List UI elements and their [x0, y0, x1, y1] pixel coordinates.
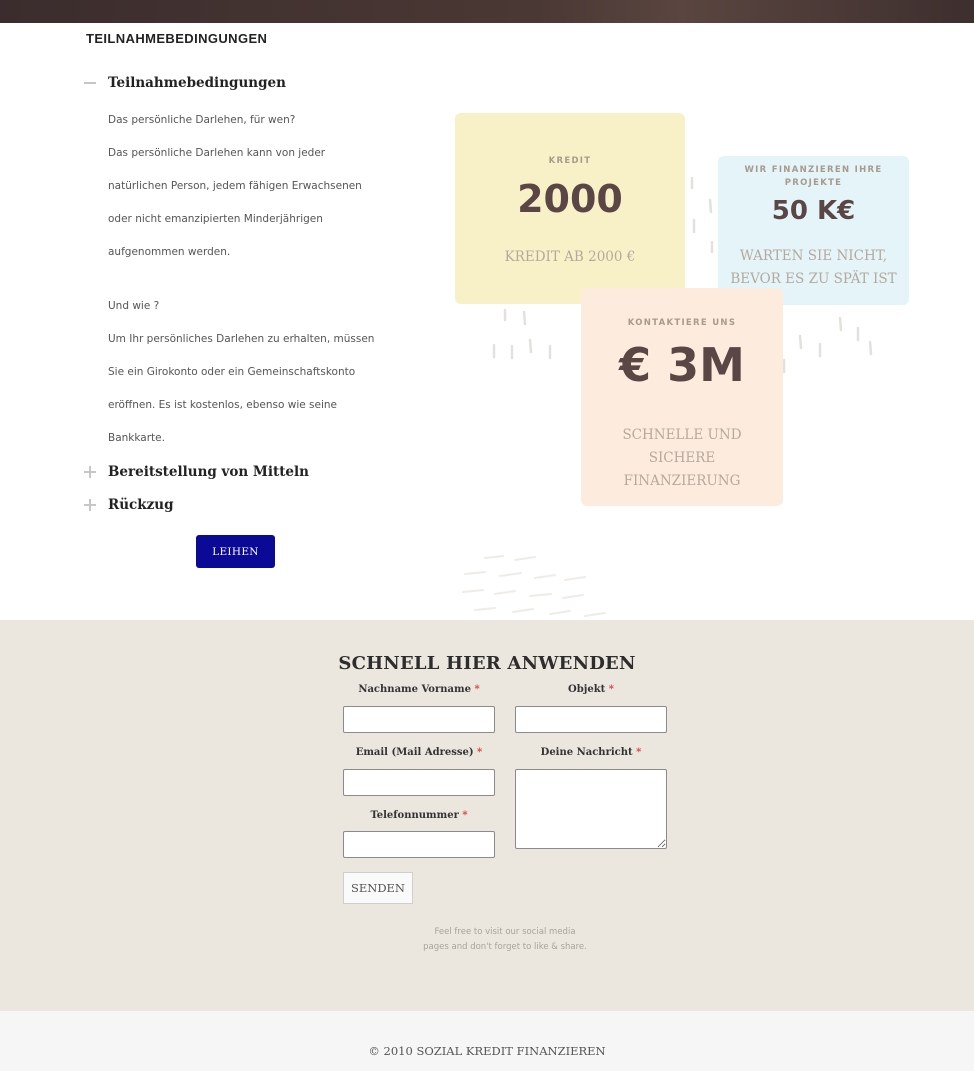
accordion-label: Rückzug: [108, 497, 174, 513]
answer-line: eröffnen. Es ist kostenlos, ebenso wie seine: [108, 399, 337, 411]
nachricht-label: Deine Nachricht *: [540, 747, 642, 758]
email-label: Email (Mail Adresse) *: [355, 747, 483, 758]
section-title: TEILNAHMEBEDINGUNGEN: [86, 31, 268, 46]
header-image-strip: [0, 0, 974, 23]
telefon-label: Telefonnummer *: [370, 810, 468, 821]
answer-line: aufgenommen werden.: [108, 246, 231, 258]
senden-button[interactable]: SENDEN: [343, 872, 413, 904]
card-kontakt: [581, 288, 783, 506]
card-text: KREDIT AB 2000 €: [504, 249, 636, 265]
accordion-label: Teilnahmebedingungen: [108, 75, 286, 91]
answer-line: oder nicht emanzipierten Minderjährigen: [108, 213, 323, 225]
accordion-content: [108, 104, 398, 455]
objekt-label: Objekt *: [568, 684, 614, 695]
answer-line: Sie ein Girokonto oder ein Gemeinschaftskonto: [108, 366, 356, 378]
social-note: Feel free to visit our social media pages and don't forget to like & share.: [423, 927, 587, 952]
card-kicker: KREDIT: [548, 156, 592, 166]
minus-icon: [84, 77, 96, 89]
leihen-button[interactable]: LEIHEN: [196, 535, 275, 568]
answer-line: Das persönliche Darlehen kann von jeder: [108, 147, 326, 159]
nachricht-textarea[interactable]: [515, 769, 667, 849]
card-kicker: KONTAKTIERE UNS: [627, 318, 737, 328]
accordion-toggle-bereitstellung[interactable]: [84, 464, 309, 480]
card-projekte: [718, 156, 909, 305]
footer-copyright: © 2010 SOZIAL KREDIT FINANZIEREN: [368, 1044, 606, 1058]
plus-icon: [84, 499, 96, 511]
answer-line: Bankkarte.: [108, 432, 165, 444]
form-title: SCHNELL HIER ANWENDEN: [338, 653, 636, 674]
card-kredit: [455, 113, 685, 304]
name-input[interactable]: [343, 706, 495, 733]
accordion-label: Bereitstellung von Mitteln: [108, 464, 309, 480]
card-text: SCHNELLE UND SICHERE FINANZIERUNG: [622, 427, 742, 489]
card-text: WARTEN SIE NICHT, BEVOR ES ZU SPÄT IST: [730, 248, 897, 287]
answer-line: Um Ihr persönliches Darlehen zu erhalten, müssen: [108, 333, 375, 345]
email-input[interactable]: [343, 769, 495, 796]
accordion-toggle-rueckzug[interactable]: [84, 497, 174, 513]
card-value: € 3M: [619, 338, 745, 392]
question-text: Das persönliche Darlehen, für wen?: [108, 114, 296, 126]
question-text: Und wie ?: [108, 300, 160, 312]
card-kicker: WIR FINANZIEREN IHRE PROJEKTE: [744, 165, 883, 188]
card-value: 50 K€: [771, 196, 856, 226]
accordion-toggle-teilnahmebedingungen[interactable]: [84, 75, 286, 91]
answer-line: natürlichen Person, jedem fähigen Erwachsenen: [108, 180, 362, 192]
objekt-input[interactable]: [515, 706, 667, 733]
name-label: Nachname Vorname *: [358, 684, 480, 695]
plus-icon: [84, 466, 96, 478]
telefon-input[interactable]: [343, 831, 495, 858]
card-value: 2000: [517, 177, 623, 221]
footer: [0, 1011, 974, 1071]
